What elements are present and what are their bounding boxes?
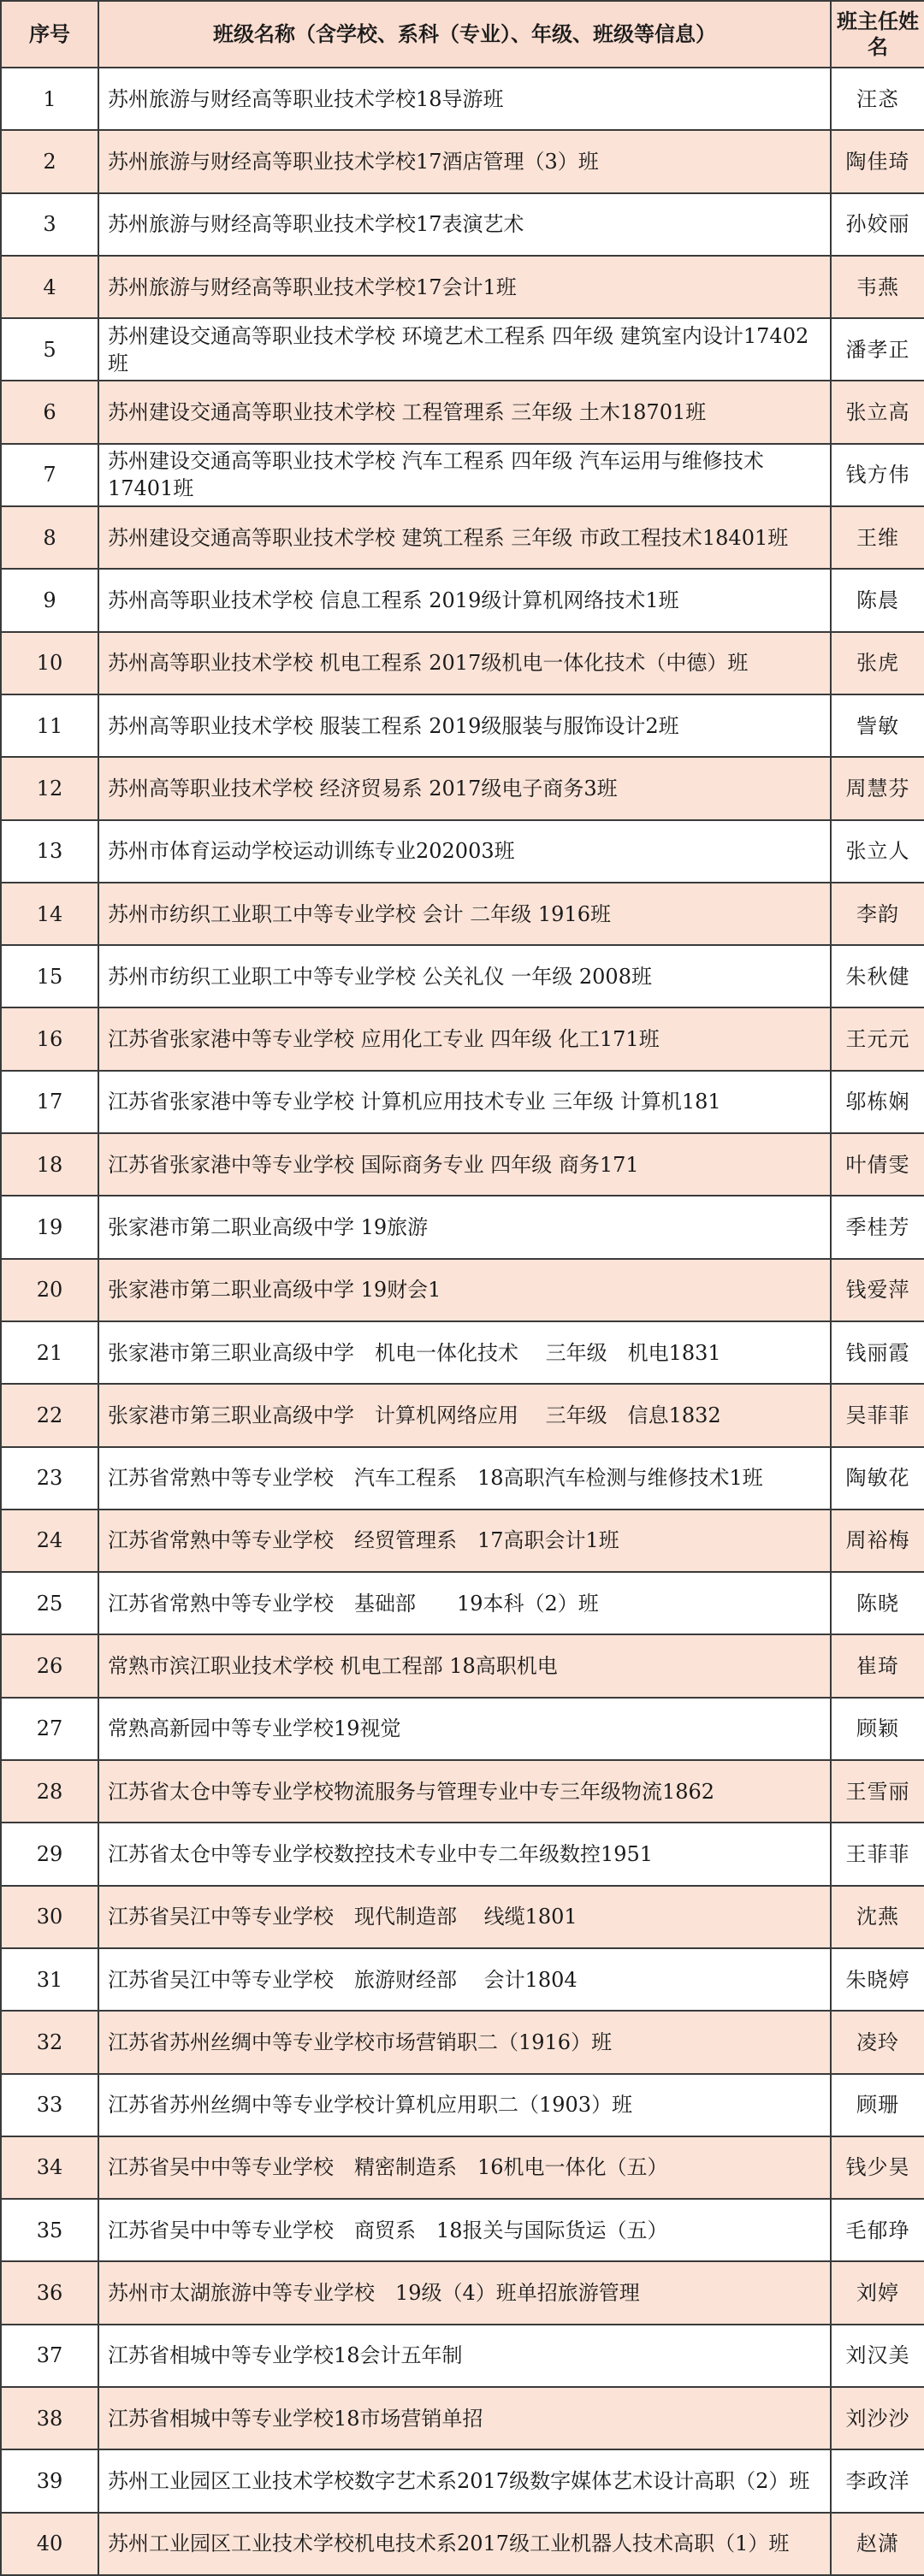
cell-class-name: 常熟高新园中等专业学校19视觉 bbox=[98, 1698, 831, 1760]
table-row bbox=[1, 318, 924, 381]
cell-teacher: 陶敏花 bbox=[831, 1447, 924, 1510]
table-row bbox=[1, 193, 924, 256]
table-row bbox=[1, 1510, 924, 1572]
cell-class-name: 苏州市太湖旅游中等专业学校 19级（4）班单招旅游管理 bbox=[98, 2261, 831, 2324]
cell-no: 2 bbox=[1, 130, 98, 192]
cell-teacher: 钱爱萍 bbox=[831, 1259, 924, 1321]
cell-class-name: 江苏省张家港中等专业学校 计算机应用技术专业 三年级 计算机181 bbox=[98, 1071, 831, 1133]
table-row bbox=[1, 2199, 924, 2261]
table-row bbox=[1, 1196, 924, 1258]
cell-teacher: 王菲菲 bbox=[831, 1823, 924, 1885]
cell-teacher: 崔琦 bbox=[831, 1634, 924, 1697]
cell-teacher: 张立人 bbox=[831, 820, 924, 883]
cell-teacher: 吴菲菲 bbox=[831, 1384, 924, 1446]
cell-no: 15 bbox=[1, 945, 98, 1007]
cell-teacher: 钱少昊 bbox=[831, 2136, 924, 2199]
cell-class-name: 张家港市第三职业高级中学 计算机网络应用 三年级 信息1832 bbox=[98, 1384, 831, 1446]
cell-teacher: 赵潇 bbox=[831, 2513, 924, 2575]
cell-class-name: 江苏省吴中中等专业学校 精密制造系 16机电一体化（五） bbox=[98, 2136, 831, 2199]
cell-teacher: 季桂芳 bbox=[831, 1196, 924, 1258]
cell-class-name: 苏州建设交通高等职业技术学校 工程管理系 三年级 土木18701班 bbox=[98, 381, 831, 443]
cell-no: 28 bbox=[1, 1760, 98, 1823]
cell-class-name: 江苏省太仓中等专业学校数控技术专业中专二年级数控1951 bbox=[98, 1823, 831, 1885]
cell-teacher: 陶佳琦 bbox=[831, 130, 924, 192]
cell-class-name: 江苏省相城中等专业学校18会计五年制 bbox=[98, 2325, 831, 2387]
cell-teacher: 韦燕 bbox=[831, 256, 924, 318]
cell-no: 20 bbox=[1, 1259, 98, 1321]
cell-teacher: 訾敏 bbox=[831, 694, 924, 757]
cell-teacher: 叶倩雯 bbox=[831, 1133, 924, 1196]
table-row bbox=[1, 1823, 924, 1885]
cell-no: 39 bbox=[1, 2449, 98, 2512]
cell-teacher: 朱晓婷 bbox=[831, 1948, 924, 2011]
cell-no: 11 bbox=[1, 694, 98, 757]
cell-class-name: 苏州市纺织工业职工中等专业学校 公关礼仪 一年级 2008班 bbox=[98, 945, 831, 1007]
table-row bbox=[1, 381, 924, 443]
table-row bbox=[1, 68, 924, 130]
table-row bbox=[1, 130, 924, 192]
cell-teacher: 李政洋 bbox=[831, 2449, 924, 2512]
cell-no: 16 bbox=[1, 1007, 98, 1070]
cell-class-name: 张家港市第三职业高级中学 机电一体化技术 三年级 机电1831 bbox=[98, 1321, 831, 1384]
table-row bbox=[1, 757, 924, 819]
cell-no: 14 bbox=[1, 883, 98, 945]
cell-no: 21 bbox=[1, 1321, 98, 1384]
cell-no: 36 bbox=[1, 2261, 98, 2324]
table-row bbox=[1, 444, 924, 506]
cell-class-name: 江苏省常熟中等专业学校 汽车工程系 18高职汽车检测与维修技术1班 bbox=[98, 1447, 831, 1510]
cell-class-name: 张家港市第二职业高级中学 19财会1 bbox=[98, 1259, 831, 1321]
table-row bbox=[1, 1007, 924, 1070]
cell-no: 18 bbox=[1, 1133, 98, 1196]
table-header-row bbox=[1, 1, 924, 68]
cell-teacher: 陈晓 bbox=[831, 1572, 924, 1634]
cell-teacher: 顾珊 bbox=[831, 2074, 924, 2136]
cell-no: 13 bbox=[1, 820, 98, 883]
cell-no: 23 bbox=[1, 1447, 98, 1510]
cell-class-name: 苏州旅游与财经高等职业技术学校18导游班 bbox=[98, 68, 831, 130]
cell-class-name: 苏州旅游与财经高等职业技术学校17会计1班 bbox=[98, 256, 831, 318]
cell-class-name: 江苏省苏州丝绸中等专业学校市场营销职二（1916）班 bbox=[98, 2011, 831, 2073]
table-row bbox=[1, 1572, 924, 1634]
table-row bbox=[1, 2011, 924, 2073]
cell-no: 40 bbox=[1, 2513, 98, 2575]
cell-no: 31 bbox=[1, 1948, 98, 2011]
table-row bbox=[1, 569, 924, 631]
table-body bbox=[1, 68, 924, 2575]
cell-class-name: 江苏省太仓中等专业学校物流服务与管理专业中专三年级物流1862 bbox=[98, 1760, 831, 1823]
cell-class-name: 江苏省张家港中等专业学校 应用化工专业 四年级 化工171班 bbox=[98, 1007, 831, 1070]
cell-no: 3 bbox=[1, 193, 98, 256]
cell-class-name: 苏州高等职业技术学校 经济贸易系 2017级电子商务3班 bbox=[98, 757, 831, 819]
cell-class-name: 苏州高等职业技术学校 机电工程系 2017级机电一体化技术（中德）班 bbox=[98, 632, 831, 694]
cell-no: 34 bbox=[1, 2136, 98, 2199]
cell-class-name: 江苏省吴江中等专业学校 现代制造部 线缆1801 bbox=[98, 1886, 831, 1948]
cell-teacher: 刘婷 bbox=[831, 2261, 924, 2324]
table-row bbox=[1, 1447, 924, 1510]
cell-class-name: 江苏省张家港中等专业学校 国际商务专业 四年级 商务171 bbox=[98, 1133, 831, 1196]
table-row bbox=[1, 2387, 924, 2449]
cell-teacher: 顾颖 bbox=[831, 1698, 924, 1760]
cell-no: 8 bbox=[1, 506, 98, 569]
table-row bbox=[1, 2449, 924, 2512]
cell-class-name: 江苏省常熟中等专业学校 经贸管理系 17高职会计1班 bbox=[98, 1510, 831, 1572]
table-row bbox=[1, 2325, 924, 2387]
cell-class-name: 苏州旅游与财经高等职业技术学校17表演艺术 bbox=[98, 193, 831, 256]
table-row bbox=[1, 1634, 924, 1697]
table-row bbox=[1, 2074, 924, 2136]
cell-teacher: 孙姣丽 bbox=[831, 193, 924, 256]
cell-class-name: 常熟市滨江职业技术学校 机电工程部 18高职机电 bbox=[98, 1634, 831, 1697]
cell-teacher: 李韵 bbox=[831, 883, 924, 945]
header-no: 序号 bbox=[1, 1, 98, 68]
table-row bbox=[1, 945, 924, 1007]
cell-no: 25 bbox=[1, 1572, 98, 1634]
header-class-name: 班级名称（含学校、系科（专业）、年级、班级等信息） bbox=[98, 1, 831, 68]
cell-teacher: 刘汉美 bbox=[831, 2325, 924, 2387]
cell-class-name: 苏州建设交通高等职业技术学校 汽车工程系 四年级 汽车运用与维修技术17401班 bbox=[98, 444, 831, 506]
table-row bbox=[1, 1259, 924, 1321]
cell-teacher: 钱丽霞 bbox=[831, 1321, 924, 1384]
cell-no: 1 bbox=[1, 68, 98, 130]
cell-no: 4 bbox=[1, 256, 98, 318]
cell-no: 30 bbox=[1, 1886, 98, 1948]
table-row bbox=[1, 883, 924, 945]
cell-class-name: 苏州工业园区工业技术学校数字艺术系2017级数字媒体艺术设计高职（2）班 bbox=[98, 2449, 831, 2512]
cell-no: 35 bbox=[1, 2199, 98, 2261]
cell-teacher: 刘沙沙 bbox=[831, 2387, 924, 2449]
cell-class-name: 苏州建设交通高等职业技术学校 建筑工程系 三年级 市政工程技术18401班 bbox=[98, 506, 831, 569]
cell-class-name: 苏州高等职业技术学校 服装工程系 2019级服装与服饰设计2班 bbox=[98, 694, 831, 757]
cell-no: 5 bbox=[1, 318, 98, 381]
table-row bbox=[1, 1698, 924, 1760]
table-row bbox=[1, 2261, 924, 2324]
table-row bbox=[1, 1886, 924, 1948]
cell-class-name: 江苏省吴中中等专业学校 商贸系 18报关与国际货运（五） bbox=[98, 2199, 831, 2261]
table-row bbox=[1, 256, 924, 318]
cell-no: 22 bbox=[1, 1384, 98, 1446]
table-row bbox=[1, 632, 924, 694]
cell-no: 32 bbox=[1, 2011, 98, 2073]
cell-no: 27 bbox=[1, 1698, 98, 1760]
cell-no: 9 bbox=[1, 569, 98, 631]
cell-no: 12 bbox=[1, 757, 98, 819]
cell-class-name: 苏州市纺织工业职工中等专业学校 会计 二年级 1916班 bbox=[98, 883, 831, 945]
cell-class-name: 苏州工业园区工业技术学校机电技术系2017级工业机器人技术高职（1）班 bbox=[98, 2513, 831, 2575]
cell-teacher: 潘孝正 bbox=[831, 318, 924, 381]
cell-no: 6 bbox=[1, 381, 98, 443]
table-row bbox=[1, 1071, 924, 1133]
cell-teacher: 王雪丽 bbox=[831, 1760, 924, 1823]
header-teacher: 班主任姓名 bbox=[831, 1, 924, 68]
cell-teacher: 朱秋健 bbox=[831, 945, 924, 1007]
cell-class-name: 张家港市第二职业高级中学 19旅游 bbox=[98, 1196, 831, 1258]
cell-class-name: 江苏省相城中等专业学校18市场营销单招 bbox=[98, 2387, 831, 2449]
cell-class-name: 苏州市体育运动学校运动训练专业202003班 bbox=[98, 820, 831, 883]
cell-class-name: 苏州旅游与财经高等职业技术学校17酒店管理（3）班 bbox=[98, 130, 831, 192]
cell-teacher: 汪忞 bbox=[831, 68, 924, 130]
table-row bbox=[1, 1133, 924, 1196]
cell-teacher: 张立高 bbox=[831, 381, 924, 443]
cell-no: 19 bbox=[1, 1196, 98, 1258]
cell-class-name: 苏州建设交通高等职业技术学校 环境艺术工程系 四年级 建筑室内设计17402班 bbox=[98, 318, 831, 381]
table-row bbox=[1, 1384, 924, 1446]
cell-teacher: 毛郁琤 bbox=[831, 2199, 924, 2261]
cell-teacher: 钱方伟 bbox=[831, 444, 924, 506]
cell-class-name: 江苏省苏州丝绸中等专业学校计算机应用职二（1903）班 bbox=[98, 2074, 831, 2136]
table-row bbox=[1, 506, 924, 569]
cell-no: 17 bbox=[1, 1071, 98, 1133]
cell-no: 24 bbox=[1, 1510, 98, 1572]
table-row bbox=[1, 2136, 924, 2199]
cell-class-name: 江苏省常熟中等专业学校 基础部 19本科（2）班 bbox=[98, 1572, 831, 1634]
cell-no: 29 bbox=[1, 1823, 98, 1885]
cell-teacher: 凌玲 bbox=[831, 2011, 924, 2073]
cell-teacher: 邬栋娴 bbox=[831, 1071, 924, 1133]
cell-no: 26 bbox=[1, 1634, 98, 1697]
table-row bbox=[1, 820, 924, 883]
cell-class-name: 江苏省吴江中等专业学校 旅游财经部 会计1804 bbox=[98, 1948, 831, 2011]
cell-teacher: 沈燕 bbox=[831, 1886, 924, 1948]
cell-no: 10 bbox=[1, 632, 98, 694]
cell-teacher: 王元元 bbox=[831, 1007, 924, 1070]
table-row bbox=[1, 1760, 924, 1823]
table-row bbox=[1, 694, 924, 757]
cell-teacher: 陈晨 bbox=[831, 569, 924, 631]
cell-class-name: 苏州高等职业技术学校 信息工程系 2019级计算机网络技术1班 bbox=[98, 569, 831, 631]
cell-teacher: 王维 bbox=[831, 506, 924, 569]
cell-teacher: 周慧芬 bbox=[831, 757, 924, 819]
cell-teacher: 张虎 bbox=[831, 632, 924, 694]
cell-no: 7 bbox=[1, 444, 98, 506]
table-row bbox=[1, 2513, 924, 2575]
table-row bbox=[1, 1948, 924, 2011]
table-row bbox=[1, 1321, 924, 1384]
cell-no: 33 bbox=[1, 2074, 98, 2136]
cell-no: 38 bbox=[1, 2387, 98, 2449]
cell-teacher: 周裕梅 bbox=[831, 1510, 924, 1572]
cell-no: 37 bbox=[1, 2325, 98, 2387]
